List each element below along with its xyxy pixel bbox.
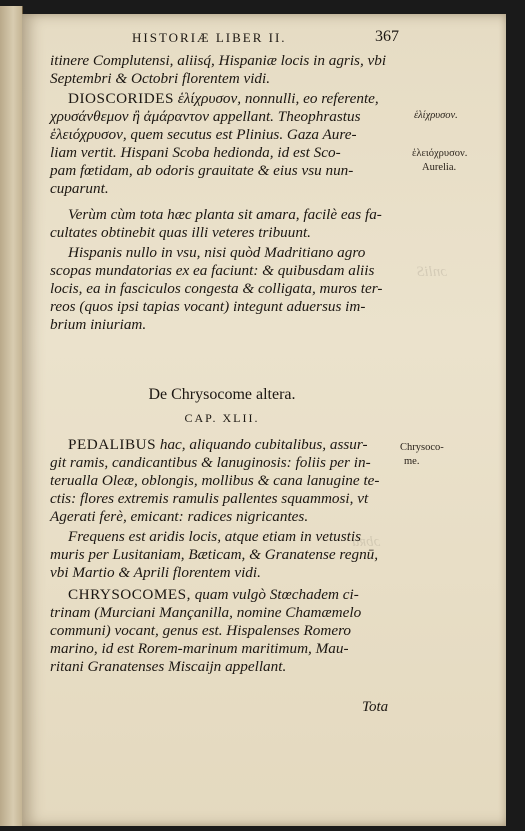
paragraph-dioscorides: [50, 90, 410, 198]
text-span: hac, aliquando cubitalibus, assur-: [159, 436, 368, 453]
text-line: brium iniuriam.: [50, 316, 147, 333]
text-line: marino, id est Rorem-marinum maritimum, Mau-: [50, 640, 349, 657]
section-title: De Chrysocome altera.: [148, 386, 296, 403]
text-line: git ramis, candicantibus & lanuginosis: foliis per in-: [50, 454, 371, 471]
paragraph: [50, 206, 410, 242]
margin-note: ἑλίχρυσον.: [414, 110, 458, 121]
text-span: quam vulgò Stœchadem ci-: [194, 586, 359, 603]
paragraph-pedalibus: [50, 436, 410, 526]
margin-note: ἑλειόχρυσον.: [412, 148, 468, 159]
text-line: ἑλειόχρυσον, quem secutus est Plinius. Gaza Aure-: [50, 126, 357, 143]
text-line: [50, 586, 410, 604]
text-line: ctis: flores extremis ramulis pallentes squammosi, vt: [50, 490, 369, 507]
text-line: Septembri & Octobri florentem vidi.: [50, 70, 271, 87]
text-line: scopas mundatorias ex ea faciunt: & quibusdam aliis: [50, 262, 375, 279]
show-through-text: ɔnliS: [417, 264, 447, 280]
margin-note: me.: [404, 456, 420, 467]
book-page: [22, 14, 506, 826]
text-span: ἑλίχρυσον, nonnulli, eo referente,: [177, 90, 379, 107]
text-line: [50, 90, 410, 108]
text-line: Verùm cùm tota hæc planta sit amara, facilè eas fa-: [68, 206, 382, 223]
text-line: [50, 436, 410, 454]
lead-word: PEDALIBUS: [68, 436, 157, 453]
text-line: χρυσάνθεμον ἢ ἀμάραντον appellant. Theophrastus: [50, 108, 361, 125]
paragraph: [50, 528, 410, 582]
text-line: trinam (Murciani Mançanilla, nomine Chamæmelo: [50, 604, 362, 621]
running-head: HISTORIÆ LIBER II.: [132, 30, 287, 45]
text-line: pam fœtidam, ab odoris grauitate & eius vsu nun-: [50, 162, 354, 179]
chapter-number: CAP. XLII.: [184, 411, 260, 425]
text-line: cuparunt.: [50, 180, 109, 197]
page-number: 367: [375, 28, 399, 45]
text-line: vbi Martio & Aprili florentem vidi.: [50, 564, 261, 581]
show-through-text: ɔbʀu: [352, 534, 381, 550]
text-line: ritani Granatenses Miscaijn appellant.: [50, 658, 287, 675]
catchword: Tota: [362, 699, 389, 715]
text-line: communi) vocant, genus est. Hispalenses Romero: [50, 622, 352, 639]
text-line: liam vertit. Hispani Scoba hedionda, id est Sco-: [50, 144, 341, 161]
text-line: Agerati ferè, emicant: radices nigricantes.: [50, 508, 309, 525]
lead-word: DIOSCORIDES: [68, 90, 174, 107]
lead-word: CHRYSOCOMES,: [68, 586, 191, 603]
margin-note: Chrysoco-: [400, 442, 444, 453]
text-line: Frequens est aridis locis, atque etiam in vetustis: [68, 528, 362, 545]
previous-page-edge: [0, 6, 23, 826]
text-line: itinere Complutensi, aliisq́, Hispaniæ locis in agris, vbi: [50, 52, 387, 69]
paragraph: [50, 52, 410, 88]
paragraph-chrysocomes: [50, 586, 410, 676]
text-line: muris per Lusitaniam, Bæticam, & Granatense regnū,: [50, 546, 379, 563]
paragraph: [50, 244, 410, 334]
text-line: cultates obtinebit quas illi veteres tribuunt.: [50, 224, 311, 241]
text-line: terualla Oleæ, oblongis, mollibus & cana lanugine te-: [50, 472, 380, 489]
margin-note: Aurelia.: [422, 162, 457, 173]
text-line: reos (quos ipsi tapias vocant) integunt aduersus im-: [50, 298, 366, 315]
text-line: Hispanis nullo in vsu, nisi quòd Madritiano agro: [68, 244, 366, 261]
text-line: locis, ea in fasciculos congesta & colligata, muros ter-: [50, 280, 383, 297]
